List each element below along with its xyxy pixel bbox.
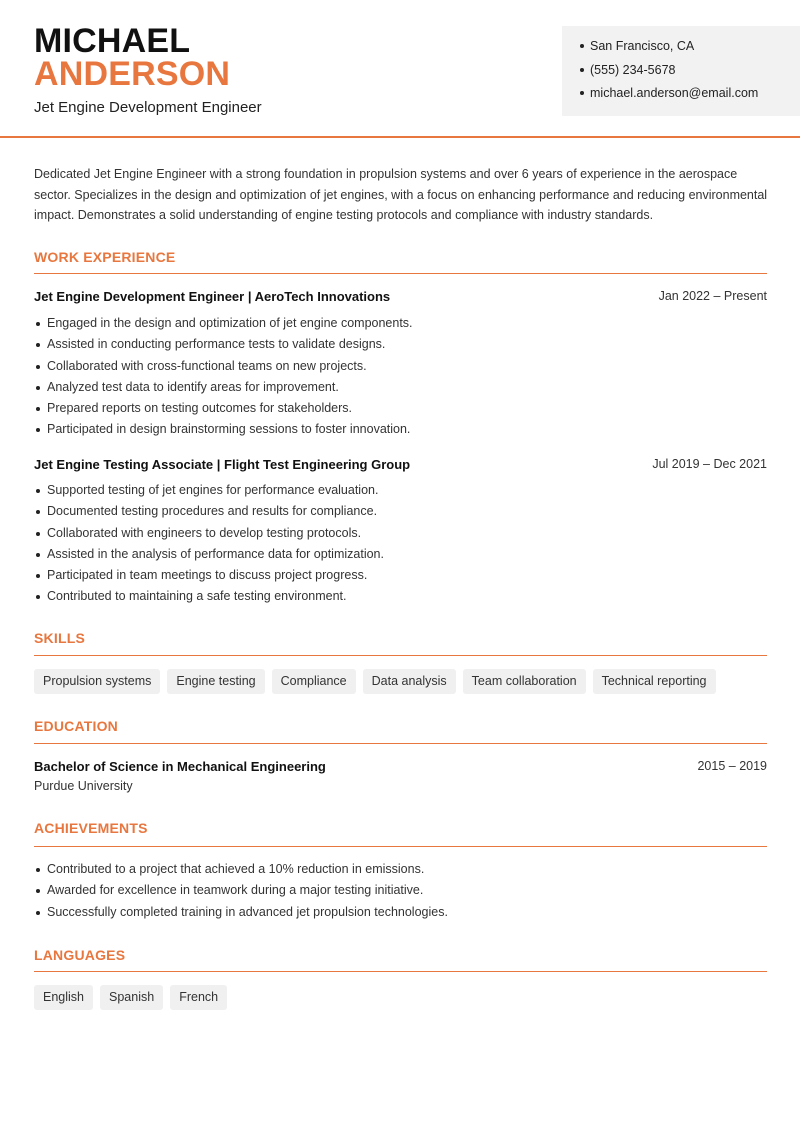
- language-tag: Spanish: [100, 985, 163, 1010]
- list-item-text: Assisted in conducting performance tests to validate designs.: [47, 337, 386, 352]
- bullet-icon: [36, 868, 40, 872]
- section-title-achievements: ACHIEVEMENTS: [34, 820, 148, 836]
- bullet-icon: [36, 532, 40, 536]
- bullet-icon: [580, 91, 584, 95]
- list-item-text: Assisted in the analysis of performance data for optimization.: [47, 546, 384, 561]
- section-title-education: EDUCATION: [34, 718, 118, 734]
- bullet-icon: [580, 44, 584, 48]
- list-item-text: Engaged in the design and optimization of jet engine components.: [47, 316, 413, 330]
- list-item: [34, 904, 767, 925]
- school-name: Purdue University: [34, 779, 133, 793]
- list-item-text: Collaborated with engineers to develop testing protocols.: [47, 525, 362, 540]
- bullet-icon: [36, 595, 40, 599]
- bullet-icon: [36, 407, 40, 411]
- list-item-text: Participated in team meetings to discuss project progress.: [47, 568, 368, 583]
- skill-tag: Propulsion systems: [34, 669, 160, 694]
- list-item-text: Documented testing procedures and results for compliance.: [47, 504, 378, 519]
- job-header: [34, 289, 767, 304]
- contact-phone-text: (555) 234-5678: [590, 62, 676, 77]
- degree: Bachelor of Science in Mechanical Engineering: [34, 759, 326, 774]
- skill-tag: Engine testing: [167, 669, 264, 694]
- list-item-text: Contributed to maintaining a safe testing environment.: [47, 589, 347, 604]
- list-item: [34, 315, 767, 336]
- job-dates: Jul 2019 – Dec 2021: [652, 457, 767, 471]
- job-bullets: [34, 315, 767, 443]
- last-name: ANDERSON: [34, 55, 231, 93]
- bullet-icon: [580, 68, 584, 72]
- job-role: Jet Engine Testing Associate | Flight Test Engineering Group: [34, 457, 411, 472]
- bullet-icon: [36, 386, 40, 390]
- list-item: [34, 546, 767, 567]
- section-title-languages: LANGUAGES: [34, 947, 126, 963]
- bullet-icon: [36, 574, 40, 578]
- list-item-text: Collaborated with cross-functional teams on new projects.: [47, 358, 367, 373]
- list-item: [34, 358, 767, 379]
- bullet-icon: [36, 343, 40, 347]
- section-title-work: WORK EXPERIENCE: [34, 249, 176, 265]
- section-divider: [34, 971, 767, 972]
- bullet-icon: [36, 428, 40, 432]
- list-item-text: Analyzed test data to identify areas for improvement.: [47, 379, 339, 394]
- skill-tag: Technical reporting: [593, 669, 716, 694]
- professional-summary: Dedicated Jet Engine Engineer with a strong foundation in propulsion systems and over 6 years of experience in the aerospace sector. Specializes in the design and optimization of jet engines, with a focus on enhancing performance and reducing environmental impact. Demonstrates a solid understanding of engine testing protocols and compliance with industry standards.: [34, 167, 768, 222]
- contact-phone: [562, 61, 800, 85]
- list-item-text: Successfully completed training in advanced jet propulsion technologies.: [47, 904, 448, 919]
- list-item-text: Prepared reports on testing outcomes for stakeholders.: [47, 401, 353, 416]
- list-item: [34, 525, 767, 546]
- bullet-icon: [36, 553, 40, 557]
- list-item: [34, 588, 767, 609]
- job-dates: Jan 2022 – Present: [658, 289, 767, 303]
- bullet-icon: [36, 489, 40, 493]
- list-item-text: Participated in design brainstorming sessions to foster innovation.: [47, 422, 411, 437]
- section-divider: [34, 743, 767, 744]
- job-role: Jet Engine Development Engineer | AeroTech Innovations: [34, 289, 391, 304]
- contact-location-text: San Francisco, CA: [590, 39, 695, 53]
- list-item: [34, 400, 767, 421]
- job-title: Jet Engine Development Engineer: [34, 99, 262, 116]
- contact-email[interactable]: [562, 84, 800, 108]
- first-name: MICHAEL: [34, 22, 191, 60]
- bullet-icon: [36, 365, 40, 369]
- section-divider: [34, 273, 767, 274]
- list-item-text: Awarded for excellence in teamwork during a major testing initiative.: [47, 883, 424, 898]
- job-bullets: [34, 482, 767, 610]
- job-header: [34, 457, 767, 472]
- language-tag: French: [170, 985, 227, 1010]
- bullet-icon: [36, 322, 40, 326]
- list-item: [34, 882, 767, 903]
- section-title-skills: SKILLS: [34, 630, 85, 646]
- contact-location: [562, 37, 800, 61]
- education-header: [34, 759, 767, 774]
- language-tag: English: [34, 985, 93, 1010]
- resume-header: [0, 0, 800, 138]
- list-item-text: Contributed to a project that achieved a 10% reduction in emissions.: [47, 862, 425, 876]
- list-item: [34, 379, 767, 400]
- skill-tag: Compliance: [272, 669, 356, 694]
- section-divider: [34, 846, 767, 847]
- section-divider: [34, 655, 767, 656]
- skills-list: [34, 669, 716, 694]
- list-item-text: Supported testing of jet engines for performance evaluation.: [47, 483, 379, 497]
- languages-list: [34, 985, 227, 1010]
- skill-tag: Data analysis: [363, 669, 456, 694]
- bullet-icon: [36, 911, 40, 915]
- list-item: [34, 861, 767, 882]
- education-dates: 2015 – 2019: [697, 759, 767, 773]
- list-item: [34, 421, 767, 442]
- list-item: [34, 482, 767, 503]
- contact-info: [562, 26, 800, 116]
- skill-tag: Team collaboration: [463, 669, 586, 694]
- contact-email-text[interactable]: michael.anderson@email.com: [590, 86, 759, 100]
- list-item: [34, 336, 767, 357]
- bullet-icon: [36, 889, 40, 893]
- list-item: [34, 503, 767, 524]
- list-item: [34, 567, 767, 588]
- bullet-icon: [36, 510, 40, 514]
- achievements-list: [34, 861, 767, 925]
